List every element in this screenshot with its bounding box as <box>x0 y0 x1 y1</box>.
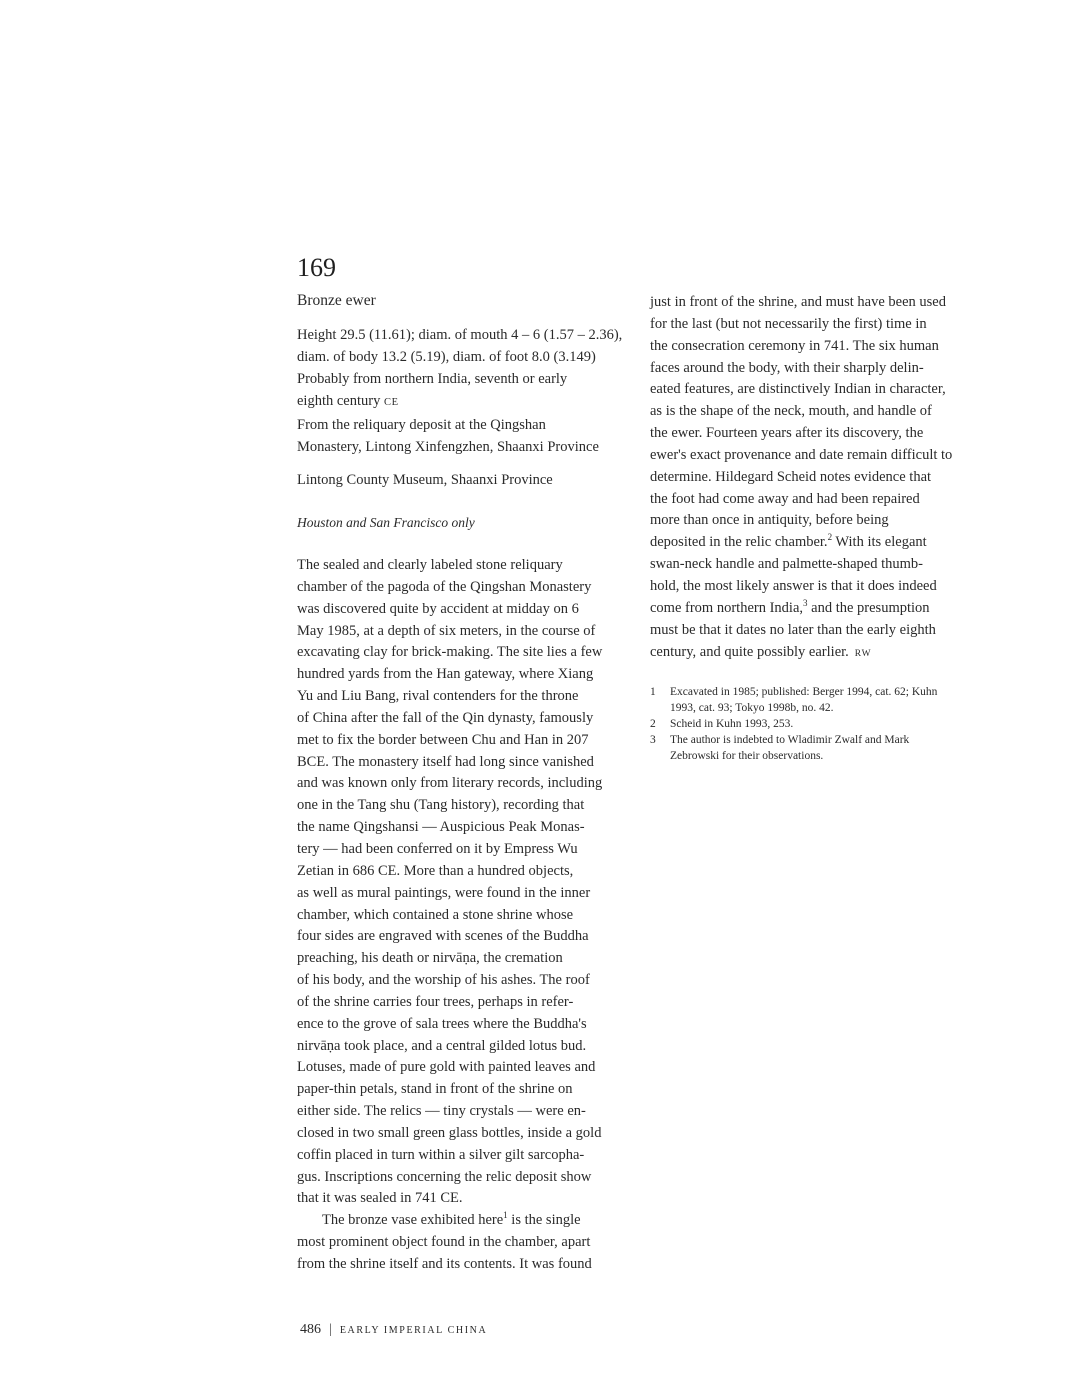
essay-line: swan-neck handle and palmette-shaped thumb- <box>650 556 923 573</box>
essay-text: deposited in the relic chamber. <box>650 534 828 551</box>
essay-text: come from northern India, <box>650 599 804 616</box>
entry-number: 169 <box>297 253 336 282</box>
essay-line: paper-thin petals, stand in front of the shrine on <box>297 1081 573 1098</box>
essay-line: as well as mural paintings, were found in the inner <box>297 884 591 901</box>
footnote <box>650 684 980 716</box>
footnote-mark[interactable]: 1 <box>503 1210 508 1221</box>
provenance-line: From the reliquary deposit at the Qingshan <box>297 417 546 433</box>
essay-line: BCE. The monastery itself had long since vanished <box>297 753 594 770</box>
essay-line <box>650 598 980 620</box>
author-initials: RW <box>854 648 872 659</box>
essay-line: hundred yards from the Han gateway, where Xiang <box>297 666 594 683</box>
footnote <box>650 716 980 732</box>
essay-text: and the presumption <box>807 599 930 616</box>
essay-line: as is the shape of the neck, mouth, and handle of <box>650 403 932 420</box>
essay-line: faces around the body, with their sharply delin- <box>650 359 924 376</box>
essay-line: that it was sealed in 741 CE. <box>297 1190 463 1207</box>
essay-line: either side. The relics — tiny crystals — were en- <box>297 1103 586 1120</box>
essay-line: and was known only from literary records, including <box>297 775 603 792</box>
footnote-number: 2 <box>650 718 656 731</box>
essay-line: hold, the most likely answer is that it does indeed <box>650 577 937 594</box>
essay-line <box>650 642 980 666</box>
essay-line: was discovered quite by accident at midday on 6 <box>297 600 579 617</box>
footnote-line: Zebrowski for their observations. <box>670 750 824 763</box>
footnote-line: Scheid in Kuhn 1993, 253. <box>670 718 794 731</box>
left-column <box>297 290 627 1276</box>
essay-line: Lotuses, made of pure gold with painted leaves and <box>297 1059 596 1076</box>
essay-line: chamber of the pagoda of the Qingshan Monastery <box>297 578 592 595</box>
essay-line: Yu and Liu Bang, rival contenders for the throne <box>297 688 579 705</box>
essay-line: the consecration ceremony in 741. The six human <box>650 337 939 354</box>
entry-title: Bronze ewer <box>297 292 376 309</box>
essay-line: the ewer. Fourteen years after its discovery, the <box>650 425 924 442</box>
essay-line: The sealed and clearly labeled stone reliquary <box>297 557 563 573</box>
footnote-mark[interactable]: 3 <box>803 597 808 608</box>
essay-line: of the shrine carries four trees, perhaps in refer- <box>297 993 574 1010</box>
museum-credit: Lintong County Museum, Shaanxi Province <box>297 472 553 488</box>
essay-line: four sides are engraved with scenes of the Buddha <box>297 928 589 945</box>
date-line <box>297 390 627 414</box>
essay-line: chamber, which contained a stone shrine whose <box>297 906 574 923</box>
date-text: eighth century <box>297 393 384 409</box>
essay-line: the name Qingshansi — Auspicious Peak Monas- <box>297 819 585 836</box>
venue-note: Houston and San Francisco only <box>297 515 475 530</box>
footnote-line: 1993, cat. 93; Tokyo 1998b, no. 42. <box>670 702 834 715</box>
essay-line: determine. Hildegard Scheid notes evidence that <box>650 468 932 485</box>
footer-separator: | <box>329 1322 332 1337</box>
footnote-number: 1 <box>650 686 656 699</box>
essay-line <box>650 532 980 554</box>
essay-right <box>650 292 980 665</box>
essay-line: closed in two small green glass bottles, inside a gold <box>297 1124 602 1141</box>
essay-line: tery — had been conferred on it by Empress Wu <box>297 840 578 857</box>
essay-line: of China after the fall of the Qin dynasty, famously <box>297 709 594 726</box>
essay-text: century, and quite possibly earlier. <box>650 643 849 660</box>
essay-line: excavating clay for brick-making. The site lies a few <box>297 644 603 661</box>
essay-line: of his body, and the worship of his ashes. The roof <box>297 972 590 989</box>
footnote-line: The author is indebted to Wladimir Zwalf and Mark <box>670 734 910 747</box>
page-number: 486 <box>300 1322 321 1337</box>
footnote <box>650 732 980 764</box>
essay-text: is the single <box>507 1212 581 1229</box>
essay-line: coffin placed in turn within a silver gilt sarcopha- <box>297 1146 585 1163</box>
dimensions-line: Height 29.5 (11.61); diam. of mouth 4 – 6 (1.57 – 2.36), <box>297 327 623 343</box>
essay-line: ewer's exact provenance and date remain difficult to <box>650 446 953 463</box>
essay-line <box>297 1210 627 1232</box>
footnotes <box>650 684 980 764</box>
footnote-text <box>670 684 980 716</box>
essay-line: must be that it dates no later than the early eighth <box>650 621 936 638</box>
essay-text: The bronze vase exhibited here <box>322 1212 504 1229</box>
running-head: EARLY IMPERIAL CHINA <box>339 1325 488 1336</box>
origin-line: Probably from northern India, seventh or early <box>297 371 568 387</box>
essay-line: nirvāṇa took place, and a central gilded lotus bud. <box>297 1037 587 1054</box>
right-column <box>650 292 980 764</box>
footnote-number: 3 <box>650 734 656 747</box>
essay-line: eated features, are distinctively Indian in character, <box>650 381 946 398</box>
footnote-mark[interactable]: 2 <box>827 532 833 543</box>
footnote-line: Excavated in 1985; published: Berger 1994, cat. 62; Kuhn <box>670 686 938 699</box>
era-label: CE <box>383 397 399 408</box>
essay-line: May 1985, at a depth of six meters, in the course of <box>297 622 596 639</box>
dimensions-line: diam. of body 13.2 (5.19), diam. of foot 8.0 (3.149) <box>297 349 596 365</box>
essay-line: Zetian in 686 CE. More than a hundred objects, <box>297 862 574 879</box>
essay-line: one in the Tang shu (Tang history), recording that <box>297 797 585 814</box>
page-footer <box>300 1321 487 1340</box>
footnote-text <box>670 732 980 764</box>
essay-line: for the last (but not necessarily the first) time in <box>650 315 927 332</box>
provenance-line: Monastery, Lintong Xinfengzhen, Shaanxi Province <box>297 439 599 455</box>
essay-line: from the shrine itself and its contents. It was found <box>297 1256 592 1272</box>
essay-line: most prominent object found in the chamber, apart <box>297 1234 591 1251</box>
essay-line: more than once in antiquity, before being <box>650 512 889 529</box>
essay-line: just in front of the shrine, and must have been used <box>650 294 946 310</box>
footnote-text <box>670 716 980 732</box>
essay-line: met to fix the border between Chu and Han in 207 <box>297 731 589 748</box>
essay-line: the foot had come away and had been repaired <box>650 490 920 507</box>
object-details <box>297 324 627 458</box>
essay-text: With its elegant <box>832 534 927 551</box>
essay-line: preaching, his death or nirvāṇa, the cremation <box>297 950 563 967</box>
essay-left <box>297 555 627 1276</box>
essay-line: gus. Inscriptions concerning the relic deposit show <box>297 1168 592 1185</box>
essay-line: ence to the grove of sala trees where the Buddha's <box>297 1015 587 1032</box>
